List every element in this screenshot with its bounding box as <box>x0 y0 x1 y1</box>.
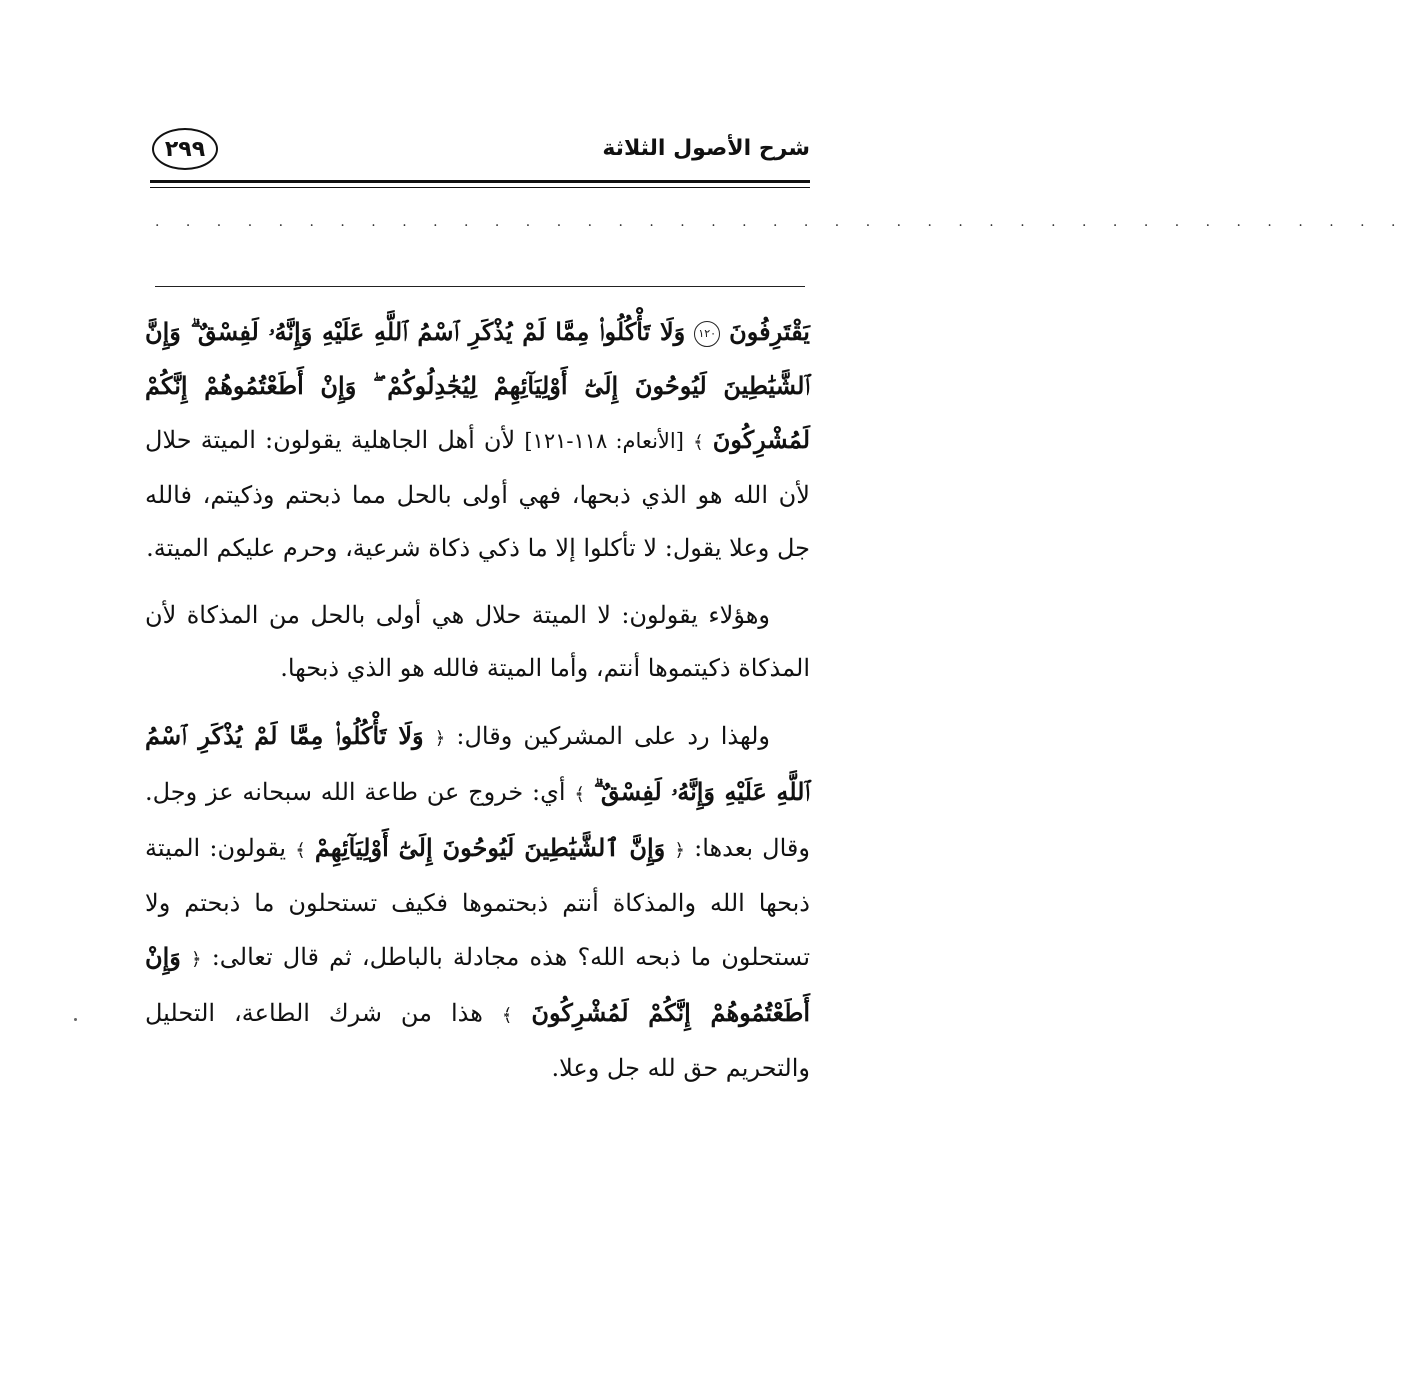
aya-number-marker: ١٢٠ <box>694 321 720 347</box>
paragraph-1-text: لأن أهل الجاهلية يقولون: الميتة حلال لأن الله هو الذي ذبحها، فهي أولى بالحل مما ذبحتم وذكيتم، فالله جل وعلا يقول: لا تأكلوا إلا ما ذكي ذكاة شرعية، وحرم عليكم الميتة. <box>145 426 810 562</box>
quran-verse-part-a: يَقْتَرِفُونَ <box>729 317 810 346</box>
dotted-separator: · · · · · · · · · · · · · · · · · · · · · · · · · · · · · · · · · · · · · · · · · <box>155 218 1406 234</box>
quran-quote-1: وَلَا تَأْكُلُوا۟ مِمَّا لَمْ يُذْكَرِ ٱسْمُ ٱللَّهِ عَلَيْهِ وَإِنَّهُۥ لَفِسْقٌ ۗ <box>145 721 810 806</box>
surah-reference: [الأنعام: ١١٨-١٢١] <box>524 429 684 453</box>
paragraph-3-text-3: يقولون: الميتة ذبحها الله والمذكاة أنتم ذبحتموها فكيف تستحلون ما ذبحتم ولا تستحلون ما ذبحه الله؟ هذه مجادلة بالباطل، ثم قال تعالى: <box>145 834 810 971</box>
opening-quran-bracket: ﴿ <box>434 728 446 749</box>
closing-quran-bracket: ﴾ <box>501 1005 513 1026</box>
section-rule <box>155 286 805 287</box>
opening-quran-bracket: ﴿ <box>191 949 202 970</box>
closing-quran-bracket: ﴾ <box>574 784 585 805</box>
closing-quran-bracket: ﴾ <box>295 840 306 861</box>
paragraph-1 <box>145 305 810 575</box>
quran-quote-2: وَإِنَّ ٱلشَّيَٰطِينَ لَيُوحُونَ إِلَىٰٓ أَوْلِيَآئِهِمْ <box>314 833 666 862</box>
opening-quran-bracket: ﴿ <box>674 840 685 861</box>
body-text <box>145 305 810 1095</box>
paragraph-3 <box>145 709 810 1095</box>
header-rule-thick <box>150 180 810 183</box>
page-number: ٢٩٩ <box>152 128 218 170</box>
paragraph-3-text-4: هذا من شرك الطاعة، التحليل والتحريم حق لله جل وعلا. <box>145 999 810 1082</box>
closing-quran-bracket: ﴾ <box>693 432 704 453</box>
quran-verse-part-b: وَلَا تَأْكُلُوا۟ مِمَّا لَمْ يُذْكَرِ ٱسْمُ ٱللَّهِ عَلَيْهِ وَإِنَّهُۥ لَفِسْقٌ ۗ وَإِنَّ ٱلشَّيَٰطِينَ لَيُوحُونَ إِلَىٰٓ أَوْلِيَآئِهِمْ لِيُجَٰدِلُوكُمْ ۖ وَإِنْ أَطَعْتُمُوهُمْ إِنَّكُمْ لَمُشْرِكُونَ <box>145 317 811 454</box>
running-header <box>150 128 810 176</box>
book-title: شرح الأصول الثلاثة <box>602 136 810 161</box>
paragraph-2: وهؤلاء يقولون: لا الميتة حلال هي أولى بالحل من المذكاة لأن المذكاة ذكيتموها أنتم، وأما الميتة فالله هو الذي ذبحها. <box>145 601 810 682</box>
quran-quote-3: وَإِنْ أَطَعْتُمُوهُمْ إِنَّكُمْ لَمُشْرِكُونَ <box>145 942 810 1027</box>
header-rule-thin <box>150 187 810 188</box>
paragraph-3-text-1: ولهذا رد على المشركين وقال: <box>456 722 770 750</box>
margin-speck <box>74 1018 77 1021</box>
paragraph-3-text-2: أي: خروج عن طاعة الله سبحانه عز وجل. وقال بعدها: <box>145 778 810 862</box>
